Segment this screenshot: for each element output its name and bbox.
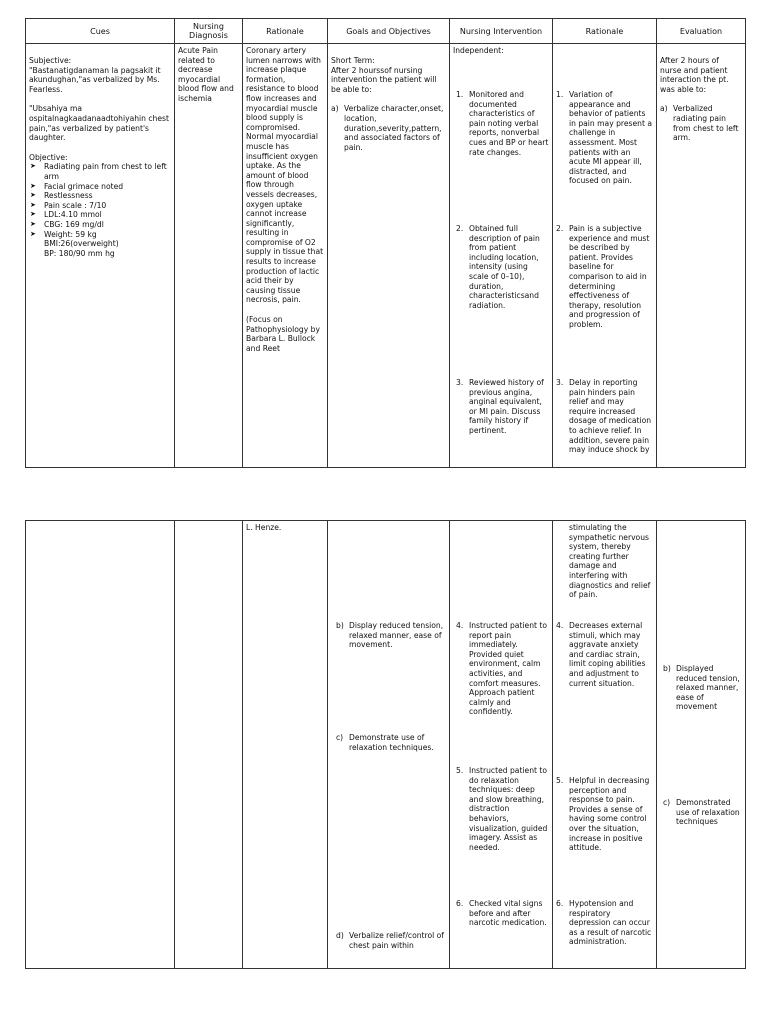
objective-extra: BP: 180/90 mm hg — [44, 248, 115, 258]
subjective-quote-2: "Ubsahiya ma ospitalnagkaadanaadtohiyahin chest pain,"as verbalized by patient's daughter. — [29, 104, 169, 143]
evaluation-cell — [657, 44, 746, 468]
evaluation-c-text: Demonstrated use of relaxation techniques — [676, 798, 740, 827]
rationale-2: 2. Pain is a subjective experience and must be described by patient. Provides baseline for comparison to aid in determining effectiveness of therapy, resolution and progression of problem. — [556, 224, 653, 330]
goal-d: d) Verbalize relief/control of chest pain within — [336, 931, 446, 950]
rationales-cell — [553, 44, 657, 468]
rationale-5-text: Helpful in decreasing perception and response to pain. Provides a sense of having some control over the situation, increase in positive attitude. — [569, 776, 650, 853]
rationale-1-text: Variation of appearance and behavior of patients in pain may present a challenge in assessment. Most patients with an acute MI appear ill, distracted, and focused on pain. — [569, 90, 653, 186]
rationale-reference-cont: L. Henze. — [246, 523, 282, 532]
header-intervention: Nursing Intervention — [450, 19, 553, 44]
goals-cell-cont — [328, 521, 450, 969]
nursing-diagnosis-text: Acute Pain related to decrease myocardial blood flow and ischemia — [178, 46, 234, 103]
goal-c-text: Demonstrate use of relaxation techniques. — [349, 733, 434, 752]
intervention-3-text: Reviewed history of previous angina, anginal equivalent, or MI pain. Discuss family history if pertinent. — [469, 378, 544, 435]
intervention-2-text: Obtained full description of pain from patient including location, intensity (using scale of 0–10), duration, characteristicsand radiation. — [469, 224, 540, 310]
intervention-5-text: Instructed patient to do relaxation techniques: deep and slow breathing, distraction behaviors, visualization, guided imagery. Assist as needed. — [469, 766, 548, 852]
body-row — [26, 44, 746, 468]
rationale-3-text: Delay in reporting pain hinders pain relief and may require increased dosage of medication to achieve relief. In addition, severe pain may induce shock by — [569, 378, 652, 455]
goal-a: a) Verbalize character,onset, location, duration,severity,pattern, and associated factors of pain. — [331, 104, 446, 152]
goals-intro: After 2 hourssof nursing intervention the patient will be able to: — [331, 65, 437, 94]
intervention-1: 1. Monitored and documented characteristics of pain noting verbal reports, nonverbal cues and BP or heart rate changes. — [456, 90, 549, 157]
continuation-row — [26, 521, 746, 969]
interventions-cell-cont — [450, 521, 553, 969]
objective-item: ➤ Weight: 59 kg — [29, 230, 171, 240]
header-rationale-2: Rationale — [553, 19, 657, 44]
header-rationale: Rationale — [243, 19, 328, 44]
header-cues: Cues — [26, 19, 175, 44]
goal-b-text: Display reduced tension, relaxed manner, ease of movement. — [349, 621, 444, 650]
cues-cell-cont — [26, 521, 175, 969]
rationale-6-text: Hypotension and respiratory depression can occur as a result of narcotic administration. — [569, 899, 652, 947]
objective-item: ➤ Radiating pain from chest to left arm — [29, 162, 171, 181]
diagnosis-cell-cont — [175, 521, 243, 969]
intervention-4: 4. Instructed patient to report pain immediately. Provided quiet environment, calm activities, and comfort measures. Approach patient calmly and confidently. — [456, 621, 548, 717]
header-row — [26, 19, 746, 44]
rationale-4-text: Decreases external stimuli, which may aggravate anxiety and cardiac strain, limit coping abilities and adjustment to current situation. — [569, 621, 646, 688]
interventions-cell — [450, 44, 553, 468]
evaluation-cell-cont — [657, 521, 746, 969]
objective-label: Objective: — [29, 152, 68, 162]
intervention-3: 3. Reviewed history of previous angina, anginal equivalent, or MI pain. Discuss family history if pertinent. — [456, 378, 549, 436]
rationale-6: 6. Hypotension and respiratory depression can occur as a result of narcotic administration. — [556, 899, 652, 947]
independent-label: Independent: — [453, 46, 504, 55]
evaluation-a: a) Verbalized radiating pain from chest to left arm. — [660, 104, 742, 142]
evaluation-a-text: Verbalized radiating pain from chest to left arm. — [673, 104, 739, 143]
evaluation-b: b) Displayed reduced tension, relaxed manner, ease of movement — [663, 664, 742, 712]
evaluation-intro: After 2 hours of nurse and patient interaction the pt. was able to: — [660, 56, 729, 94]
short-term-label: Short Term: — [331, 56, 375, 65]
goal-a-text: Verbalize character,onset, location, duration,severity,pattern, and associated factors of pain. — [344, 104, 444, 152]
header-goals: Goals and Objectives — [328, 19, 450, 44]
evaluation-b-text: Displayed reduced tension, relaxed manner, ease of movement — [676, 664, 740, 712]
rationale-3: 3. Delay in reporting pain hinders pain relief and may require increased dosage of medication to achieve relief. In addition, severe pain may induce shock by — [556, 378, 652, 455]
care-plan-table-page2 — [25, 520, 746, 969]
objective-extra: BMI:26(overweight) — [44, 239, 119, 249]
objective-item: ➤ LDL:4.10 mmol — [29, 210, 171, 220]
rationale-1: 1. Variation of appearance and behavior of patients in pain may present a challenge in assessment. Most patients with an acute MI appear ill, distracted, and focused on pain. — [556, 90, 653, 186]
goals-cell — [328, 44, 450, 468]
subjective-quote-1: "Bastanatigdanaman la pagsakit it akundughan,"as verbalized by Ms. Fearless. — [29, 65, 161, 94]
care-plan-table-page1 — [25, 18, 746, 468]
intervention-4-text: Instructed patient to report pain immediately. Provided quiet environment, calm activities, and comfort measures. Approach patient calmly and confidently. — [469, 621, 548, 717]
goal-d-text: Verbalize relief/control of chest pain within — [349, 931, 444, 950]
header-diagnosis: Nursing Diagnosis — [175, 19, 243, 44]
evaluation-c: c) Demonstrated use of relaxation techniques — [663, 798, 742, 827]
subjective-label: Subjective: — [29, 56, 72, 65]
rationale-text: Coronary artery lumen narrows with increase plaque formation, resistance to blood flow increases and myocardial muscle blood supply is compromised. Normal myocardial muscle has insufficient oxygen uptake. As the amount of blood flow through vessels decreases, oxygen uptake cannot increase significantly, resulting in compromise of O2 supply in tissue that results to increase production of lactic acid their by causing tissue necrosis, pain. — [246, 46, 324, 305]
rationale-5: 5. Helpful in decreasing perception and response to pain. Provides a sense of having some control over the situation, increase in positive attitude. — [556, 776, 653, 853]
rationale-4: 4. Decreases external stimuli, which may aggravate anxiety and cardiac strain, limit coping abilities and adjustment to current situation. — [556, 621, 653, 688]
goal-b: b) Display reduced tension, relaxed manner, ease of movement. — [336, 621, 446, 650]
objective-item: ➤ Restlessness — [29, 191, 171, 201]
rationale-cell — [243, 44, 328, 468]
goal-c: c) Demonstrate use of relaxation techniques. — [336, 733, 446, 752]
intervention-6-text: Checked vital signs before and after narcotic medication. — [469, 899, 547, 928]
diagnosis-cell — [175, 44, 243, 468]
objective-item: ➤ CBG: 169 mg/dl — [29, 220, 171, 230]
intervention-2: 2. Obtained full description of pain from patient including location, intensity (using scale of 0–10), duration, characteristicsand radiation. — [456, 224, 549, 310]
intervention-5: 5. Instructed patient to do relaxation techniques: deep and slow breathing, distraction behaviors, visualization, guided imagery. Assist as needed. — [456, 766, 548, 852]
objective-item: ➤ Facial grimace noted — [29, 182, 171, 192]
intervention-6: 6. Checked vital signs before and after narcotic medication. — [456, 899, 549, 928]
rationale-2-text: Pain is a subjective experience and must be described by patient. Provides baseline for comparison to aid in determining effectiveness of therapy, resolution and progression of problem. — [569, 224, 650, 329]
rationale-cell-cont — [243, 521, 328, 969]
cues-cell — [26, 44, 175, 468]
header-evaluation: Evaluation — [657, 19, 746, 44]
intervention-1-text: Monitored and documented characteristics of pain noting verbal reports, nonverbal cues and BP or heart rate changes. — [469, 90, 549, 157]
rationales-cell-cont — [553, 521, 657, 969]
rationale-3-cont: stimulating the sympathetic nervous system, thereby creating further damage and interfering with diagnostics and relief of pain. — [569, 523, 651, 600]
objective-list — [29, 162, 171, 258]
rationale-reference: (Focus on Pathophysiology by Barbara L. Bullock and Reet — [246, 315, 320, 353]
objective-item: ➤ Pain scale : 7/10 — [29, 201, 171, 211]
